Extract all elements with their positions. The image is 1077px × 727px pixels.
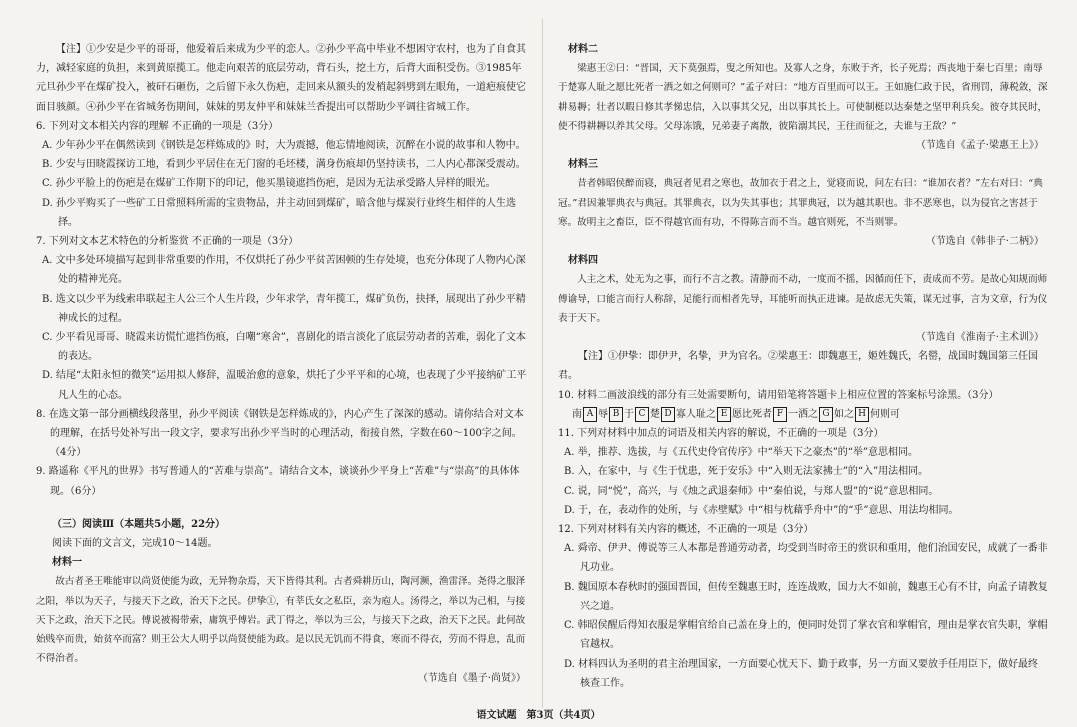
q7-option-b: B. 选文以少平为线索串联起主人公三个人生片段，少年求学，青年揽工，煤矿负伤，抉择，展现出了孙少平精神成长的过程。 (42, 293, 526, 324)
q7-option-c: C. 少平看见哥哥、晓霞来访慌忙遮挡伤痕，白嘲“寒舍”，喜剧化的语言淡化了底层劳动者的苦难，弱化了文本的表达。 (42, 332, 526, 363)
q7-option-d: D. 结尾“太阳永恒的微笑”运用拟人修辞，温暖治愈的意象，烘托了少平平和的心境，也表现了少平接纳矿工平凡人生的心态。 (42, 370, 527, 401)
q6-option-c: C. 孙少平脸上的伤疤是在煤矿工作期下的印记，他买墨镜遮挡伤疤，是因为无法承受路人异样的眼光。 (42, 178, 496, 190)
material-note: 【注】①伊挚：即伊尹，名挚，尹为官名。②梁惠王：即魏惠王，姬姓魏氏，名罃，战国时魏国第三任国君。 (558, 351, 1038, 382)
material-1-source: （节选自《墨子·尚贤》） (417, 672, 526, 684)
note-paragraph: 【注】①少安是少平的哥哥，他爱着后来成为少平的恋人。②孙少平高中毕业不想困守农村，也为了自食其力，减轻家庭的负担，来到黄原揽工。他走向艰苦的底层劳动，背石头，挖土方，后背大面积受伤。③1985年元旦孙少平在煤矿投入，被矸石砸伤，之后留下永久伤疤，走回来从额头的发梢起斜劈到左眼角，一道疤痕使它面目骇颜。④孙少平在省城务伤期间，妹妹的男友仲平和妹妹兰香提出可以帮助少平调往省城工作。 (36, 44, 526, 113)
right-column (558, 40, 1048, 693)
material-2-text: 梁惠王②曰：“晋国，天下莫强焉，叟之所知也。及寡人之身，东败于齐，长子死焉；西丧地于秦七百里；南辱于楚寡人耻之愿比死者一洒之如之何则可？”孟子对曰：“地方百里而可以王。王如施仁政于民，省刑罚，薄税敛，深耕易耨；壮者以暇日修其孝悌忠信，入以事其父兄，出以事其长上。可使制梃以达秦楚之坚甲利兵矣。彼夺其民时，使不得耕耨以养其父母。父母冻饿，兄弟妻子离散，彼陷溺其民，王往而征之，夫谁与王敌？” (558, 63, 1048, 132)
q6-option-d: D. 孙少平购买了一些矿工日常照料所需的宝贵物品，并主动回到煤矿，暗含他与煤炭行业终生相伴的人生选择。 (42, 197, 517, 228)
material-1-title: 材料一 (52, 557, 82, 569)
question-9: 9. 路遥称《平凡的世界》书写普通人的“苦难与崇高”。请结合文本，谈谈孙少平身上“苦难”与“崇高”的具体体现。（6分） (36, 466, 520, 497)
material-1-text: 故古者圣王唯能审以尚贤使能为政，无异物杂焉，天下皆得其利。古者舜耕历山，陶河濒，渔雷泽。尧得之服泽之阳，举以为天子，与接天下之政，治天下之民。伊挚①，有莘氏女之私臣，亲为庖人。汤得之，举以为己相，与接天下之政，治天下之民。傅说被褐带索，庸筑乎傅岩。武丁得之，举以为三公，与接天下之政，治天下之民。此何故始贱卒而贵，始贫卒而富？则王公大人明乎以尚贤使能为政。是以民无饥而不得食，寒而不得衣，劳而不得息，乱而不得治者。 (36, 576, 526, 665)
material-3-text: 昔者韩昭侯醉而寝，典冠者见君之寒也，故加衣于君之上，觉寝而说，问左右曰：“谁加衣者？”左右对曰：“典冠。”君因兼罪典衣与典冠。其罪典衣，以为失其事也；其罪典冠，以为越其职也。非不恶寒也，以为侵官之害甚于寒。故明主之畜臣，臣不得越官而有功，不得陈言而不当。越官则死，不当则罪。 (558, 178, 1043, 228)
q11-option-c: C. 说，同“悦”，高兴，与《烛之武退秦师》中“秦伯说，与郑人盟”的“说”意思相同。 (564, 485, 939, 497)
q12-option-d: D. 材料四认为圣明的君主治理国家，一方面要心忧天下、勤于政事，另一方面又要放手任用臣下，做好最终核查工作。 (564, 658, 1039, 689)
q11-option-d: D. 于，在，表动作的处所，与《赤壁赋》中“相与枕藉乎舟中”的“乎”意思、用法均相同。 (564, 504, 959, 516)
material-3-title: 材料三 (568, 159, 598, 171)
material-3-source: （节选自《韩非子·二柄》） (925, 236, 1044, 248)
question-6: 6. 下列对文本相关内容的理解 不正确的一项是（3分） (36, 120, 279, 132)
material-2-title: 材料二 (568, 44, 598, 55)
left-column (36, 40, 530, 688)
material-2-source: （节选自《孟子·梁惠王上》） (915, 140, 1044, 152)
q12-option-c: C. 韩昭侯醒后得知衣服是掌帽官给自己盖在身上的，便同时处罚了掌衣官和掌帽官，理由是掌衣官失职，掌帽官越权。 (564, 620, 1048, 651)
material-4-title: 材料四 (568, 255, 598, 267)
q12-option-b: B. 魏国原本春秋时的强国晋国，但传至魏惠王时，连连战败，国力大不如前，魏惠王心有不甘，向孟子请教复兴之道。 (564, 581, 1048, 612)
material-4-source: （节选自《淮南子·主术训》） (915, 332, 1044, 344)
q7-option-a: A. 文中多处环境描写起到非常重要的作用，不仅烘托了孙少平贫苦困顿的生存处境，也充分体现了人物内心深处的精神光亮。 (42, 255, 526, 286)
q6-option-b: B. 少安与田晓霞探访工地，看到少平居住在无门窗的毛坯楼，满身伤痕却仍坚持读书，二人内心都深受震动。 (42, 159, 526, 171)
material-4-text: 人主之术，处无为之事，而行不言之教。清静而不动，一度而不摇，因循而任下，责成而不劳。是故心知规而师傅谕导，口能言而行人称辞，足能行而相者先导，耳能听而执正进谏。是故虑无失策，谋无过事，言为文章，行为仪表于天下。 (558, 274, 1048, 324)
q10-segmentation-line: 南 A 辱 B 于 C 楚 D 寡人耻之 E 愿比死者 F 一洒之 G 如之 H 何则可 (572, 408, 900, 420)
section-3-heading: （三）阅读Ⅲ（本题共5小题，22分） (52, 518, 226, 530)
q11-option-a: A. 举，推荐、选拔，与《五代史伶官传序》中“举天下之豪杰”的“举”意思相同。 (564, 447, 919, 459)
q11-option-b: B. 入，在家中，与《生于忧患，死于安乐》中“入则无法家拂士”的“入”用法相同。 (564, 466, 929, 478)
page-fold-line (542, 18, 543, 708)
question-8: 8. 在选文第一部分画横线段落里，孙少平阅读《钢铁是怎样炼成的》，内心产生了深深的感动。请你结合对文本的理解，在括号处补写出一段文字，要求写出孙少平当时的心理活动，衔接自然，字数在60～100字之间。（4分） (36, 408, 524, 459)
q12-option-a: A. 舜帝、伊尹、傅说等三人本都是普通劳动者，均受到当时帝王的赏识和重用，他们治国安民，成就了一番非凡功业。 (564, 543, 1048, 574)
page-footer: 语文试题 第3页（共4页） (476, 710, 601, 721)
question-12: 12. 下列对材料有关内容的概述，不正确的一项是（3分） (558, 524, 814, 536)
question-7: 7. 下列对文本艺术特色的分析鉴赏 不正确的一项是（3分） (36, 236, 299, 248)
section-3-intro: 阅读下面的文言文，完成10～14题。 (52, 538, 218, 550)
question-11: 11. 下列对材料中加点的词语及相关内容的解说，不正确的一项是（3分） (558, 428, 884, 440)
question-10: 10. 材料二画波浪线的部分有三处需要断句，请用铅笔将答题卡上相应位置的答案标号涂黑。（3分） (558, 389, 999, 401)
q6-option-a: A. 少年孙少平在偶然读到《钢铁是怎样炼成的》时，大为震撼，他忘情地阅读，沉醉在小说的故事和人物中。 (42, 140, 526, 152)
